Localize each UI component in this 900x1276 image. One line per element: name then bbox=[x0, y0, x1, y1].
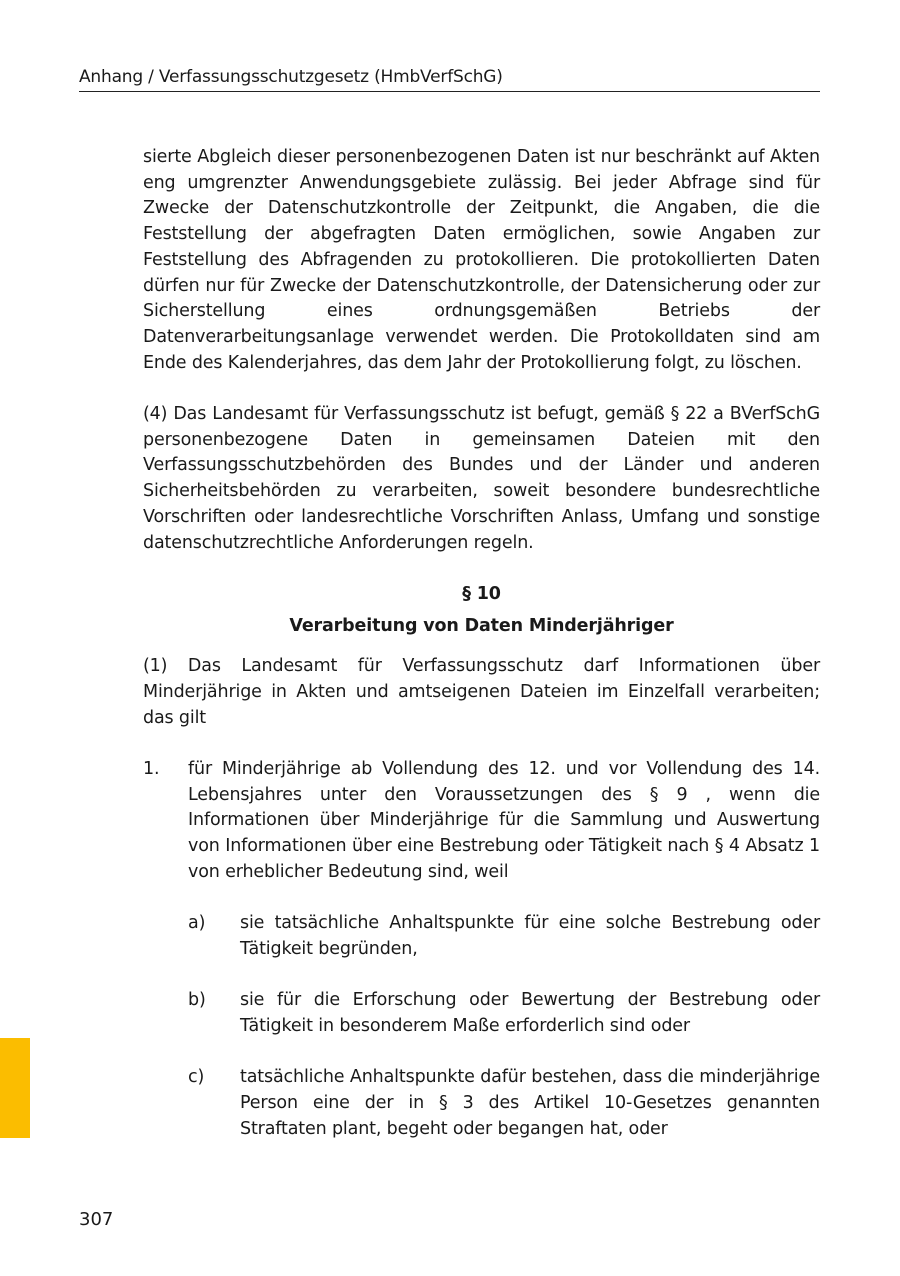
sub-marker: a) bbox=[188, 913, 206, 934]
sub-item-a bbox=[188, 911, 820, 962]
sub-list bbox=[188, 911, 820, 1142]
page-body bbox=[143, 145, 820, 1143]
sub-item-c bbox=[188, 1065, 820, 1142]
chapter-thumb-tab bbox=[0, 1038, 30, 1138]
sub-item-text: sie tatsächliche Anhaltspunkte für eine solche Bestrebung oder Tätigkeit begründen, bbox=[240, 913, 820, 959]
paragraph-4: (4) Das Landesamt für Verfassungsschutz ist befugt, gemäß § 22 a BVerfSchG personenbezogene Daten in gemeinsamen Dateien mit den Verfassungsschutzbehörden des Bundes und der Länder und anderen Sicherheitsbehörden zu verarbeiten, soweit besondere bundesrechtliche Vorschriften oder landesrechtliche Vorschriften Anlass, Umfang und sonstige datenschutzrechtliche Anforderungen regeln. bbox=[143, 404, 820, 553]
list-marker: 1. bbox=[143, 759, 160, 780]
paragraph-continuation: sierte Abgleich dieser personenbezogenen Daten ist nur beschränkt auf Akten eng umgrenzter Anwendungsgebiete zulässig. Bei jeder Abfrage sind für Zwecke der Datenschutzkontrolle der Zeitpunkt, die Angaben, die die Feststellung der abgefragten Daten ermöglichen, sowie Angaben zur Feststellung des Abfragenden zu protokollieren. Die protokollierten Daten dürfen nur für Zwecke der Datenschutzkontrolle, der Datensicherung oder zur Sicherstellung eines ordnungsgemäßen Betriebs der Datenverarbeitungsanlage verwendet werden. Die Protokolldaten sind am Ende des Kalenderjahres, das dem Jahr der Protokollierung folgt, zu löschen. bbox=[143, 147, 820, 373]
sub-marker: b) bbox=[188, 990, 206, 1011]
sub-item-text: tatsächliche Anhaltspunkte dafür bestehen, dass die minderjährige Person eine der in § 3 des Artikel 10-Gesetzes genannten Straftaten plant, begeht oder begangen hat, oder bbox=[240, 1067, 820, 1139]
section-title: Verarbeitung von Daten Minderjähriger bbox=[289, 616, 674, 637]
running-header: Anhang / Verfassungsschutzgesetz (HmbVerfSchG) bbox=[79, 67, 503, 87]
page-number: 307 bbox=[79, 1209, 114, 1230]
sub-item-b bbox=[188, 988, 820, 1039]
sub-item-text: sie für die Erforschung oder Bewertung der Bestrebung oder Tätigkeit in besonderem Maße erforderlich sind oder bbox=[240, 990, 820, 1037]
header-divider bbox=[79, 91, 820, 92]
list-item-text: für Minderjährige ab Vollendung des 12. und vor Vollendung des 14. Lebensjahres unter den Voraussetzungen des § 9 , wenn die Informationen über Minderjährige für die Sammlung und Auswertung von Informationen über eine Bestrebung oder Tätigkeit nach § 4 Absatz 1 von erheblicher Bedeutung sind, weil bbox=[188, 759, 820, 882]
paragraph-1: (1) Das Landesamt für Verfassungsschutz darf Informationen über Minderjährige in Akten und amtseigenen Dateien im Einzelfall verarbeiten; das gilt bbox=[143, 656, 820, 728]
list-item-1 bbox=[143, 757, 820, 886]
section-number: § 10 bbox=[462, 584, 501, 605]
sub-marker: c) bbox=[188, 1067, 205, 1088]
